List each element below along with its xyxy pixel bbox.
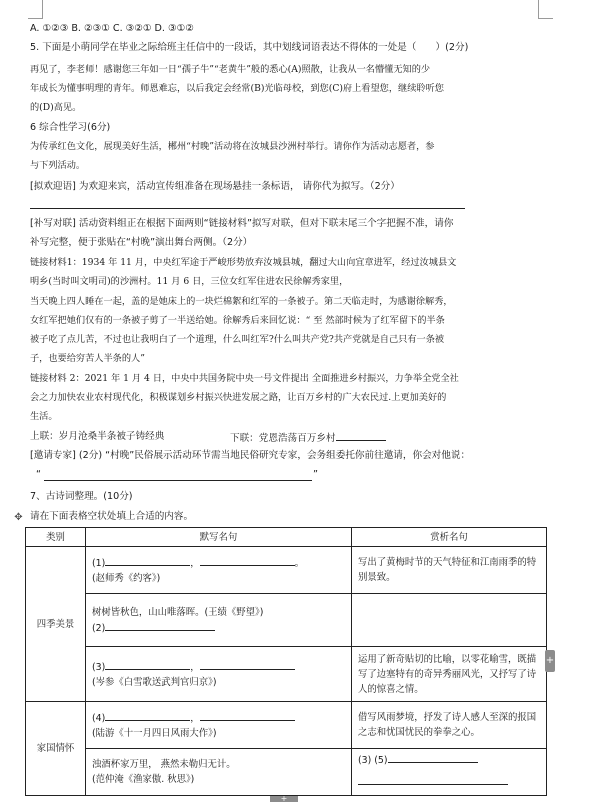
question-5-passage-line: 的(D)高见。 — [30, 102, 82, 113]
quote-open: “ — [36, 469, 41, 480]
material-2-line: 会之力加快农业农村现代化，积极谋划乡村振兴快进发展之路，让百万乡村的广大农民过.上更加美好的 — [30, 392, 447, 403]
question-5-stem: 5. 下面是小萌同学在毕业之际给班主任信中的一段话，其中划线词语表达不得体的一处是（ ）(2分) — [30, 42, 469, 53]
question-7-instruction: 请在下面表格空状处填上合适的内容。 — [30, 511, 194, 522]
page-corner-mark-left — [28, 0, 43, 19]
item-number: (2) — [92, 622, 106, 634]
question-6-intro-line: 为传承红色文化，展现美好生活，郴州“村晚”活动将在汝城县沙洲村举行。请你作为活动志愿者，参 — [30, 141, 435, 152]
answer-line — [30, 208, 465, 209]
couplet-task-line: [补写对联] 活动资料组正在根据下面两则“链接材料”拟写对联，但对下联末尾三个字把握不准，请你 — [30, 218, 454, 229]
material-2-line: 链接材料 2：2021 年 1 月 4 日，中央中共国务院中央一号文件提出 全面推进乡村振兴，力争举全党全社 — [30, 373, 459, 384]
appreciation-cell — [352, 749, 547, 796]
question-6-title: 6 综合性学习(6分) — [30, 122, 111, 133]
move-handle-icon[interactable]: ✥ — [14, 512, 23, 523]
table-row — [26, 547, 547, 594]
material-1-line: 链接材料1：1934 年 11 月，中央红军途于严峻形势放弃汝城县城，翻过大山向宜章进军，经过汝城县文 — [30, 257, 457, 268]
fill-blank[interactable] — [200, 555, 295, 566]
fill-blank[interactable] — [105, 659, 190, 670]
recitation-cell — [86, 647, 352, 702]
couplet-upper: 上联：岁月沧桑半条被子铸经典 — [30, 431, 165, 442]
fill-blank[interactable] — [105, 555, 190, 566]
welcome-slogan-task: [拟欢迎语] 为欢迎来宾，活动宣传组准备在现场悬挂一条标语， 请你代为拟写。（2分） — [30, 181, 400, 192]
source-text: (范仲淹《渔家傲. 秋思》) — [92, 774, 195, 785]
appreciation-cell: 运用了新奇贴切的比喻，以零花喻雪，既描写了边塞特有的奇异秀丽风光，又抒写了诗人的惊喜之情。 — [352, 647, 547, 702]
plus-icon[interactable]: + — [545, 650, 555, 672]
couplet-blank[interactable] — [336, 430, 386, 441]
material-1-line: 被子吃了点儿苦，不过也让我明白了一个道理，什么叫红军?什么叫共产党?共产党就是自己只有一条被 — [30, 334, 445, 345]
fill-blank[interactable] — [200, 710, 295, 721]
material-1-line: 子，也要给穷苦人半条的人” — [30, 353, 145, 364]
poetry-table — [25, 527, 547, 796]
question-5-passage-line: 年成长为懂事明理的青年。师恩难忘，以后我定会经常(B)光临母校，到您(C)府上看望您，继续聆听您 — [30, 83, 444, 94]
invite-expert-task: [邀请专家] (2分) “村晚”民俗展示活动环节需当地民俗研究专家，会务组委托你前往邀请，你会对他说： — [30, 450, 471, 461]
punctuation: ， — [190, 661, 200, 673]
table-header: 类别 — [26, 528, 86, 547]
table-row — [26, 749, 547, 796]
item-number: (3) — [92, 661, 106, 673]
material-1-line: 女红军把她们仅有的一条被子剪了一半送给她。徐解秀后来回忆说：“ 至 然部时候为了红军留下的半条 — [30, 315, 445, 326]
poem-line: 浊酒杯家万里， 燕然未勒归无计。 — [92, 759, 236, 770]
source-text: (岑参《白雪歌送武判官归京》) — [92, 676, 217, 688]
fill-blank[interactable] — [358, 774, 508, 785]
appreciation-cell: 借写风雨梦境，抒发了诗人感人至深的报国之志和忧国忧民的拳拳之心。 — [352, 702, 547, 749]
punctuation: ， — [190, 712, 200, 724]
item-number: (4) — [92, 712, 106, 724]
plus-icon[interactable]: + — [270, 796, 298, 802]
page-corner-mark-right — [538, 0, 553, 19]
category-homeland: 家国情怀 — [26, 702, 86, 796]
answer-line[interactable] — [44, 480, 312, 481]
recitation-cell — [86, 594, 352, 647]
material-1-line: 明乡(当时叫文明司)的沙洲村。11 月 6 日，三位女红军住进农民徐解秀家里， — [30, 276, 349, 287]
punctuation: 。 — [294, 557, 305, 569]
source-text: (赵师秀《约客》) — [92, 572, 161, 584]
poem-line: 树树皆秋色，山山唯落晖。(王绩《野望》) — [92, 606, 264, 618]
recitation-cell — [86, 749, 352, 796]
table-row — [26, 594, 547, 647]
fill-blank[interactable] — [105, 710, 190, 721]
material-2-line: 生活。 — [30, 411, 58, 422]
question-7-title: 7、古诗词整理。(10分) — [30, 491, 133, 502]
item-number: (3) (5) — [358, 755, 388, 766]
table-header: 默写名句 — [86, 528, 352, 547]
question-5-passage-line: 再见了，李老师！感谢您三年如一日“孺子牛”“老黄牛”般的悉心(A)照散，让我从一名懵懂无知的少 — [30, 64, 431, 75]
source-text: (陆游《十一月四日风雨大作》) — [92, 727, 217, 739]
table-row — [26, 702, 547, 749]
couplet-lower-text: 下联：党恩浩荡百万乡村 — [230, 433, 336, 444]
table-header-row — [26, 528, 547, 547]
recitation-cell — [86, 702, 352, 749]
punctuation: ， — [190, 557, 200, 569]
quote-close: ” — [313, 469, 318, 480]
answer-options: A. ①②③ B. ②③① C. ③②① D. ③①② — [30, 23, 194, 34]
couplet-lower — [230, 430, 386, 446]
category-seasons: 四季美景 — [26, 547, 86, 702]
couplet-task-line: 补写完整，便于张贴在“村晚”演出舞台两侧。（2分） — [30, 237, 253, 248]
item-number: (1) — [92, 557, 106, 569]
question-6-intro-line: 与下列活动。 — [30, 160, 86, 171]
fill-blank[interactable] — [105, 620, 215, 631]
material-1-line: 当天晚上四人睡在一起，盖的是她床上的一块烂棉絮和红军的一条被子。第二天临走时，为感谢徐解秀， — [30, 296, 453, 307]
table-row — [26, 647, 547, 702]
appreciation-cell-empty[interactable] — [352, 594, 547, 647]
fill-blank[interactable] — [388, 752, 478, 763]
appreciation-cell: 写出了黄梅时节的天气特征和江南雨季的特别景致。 — [352, 547, 547, 594]
fill-blank[interactable] — [200, 659, 295, 670]
table-header: 赏析名句 — [352, 528, 547, 547]
recitation-cell — [86, 547, 352, 594]
